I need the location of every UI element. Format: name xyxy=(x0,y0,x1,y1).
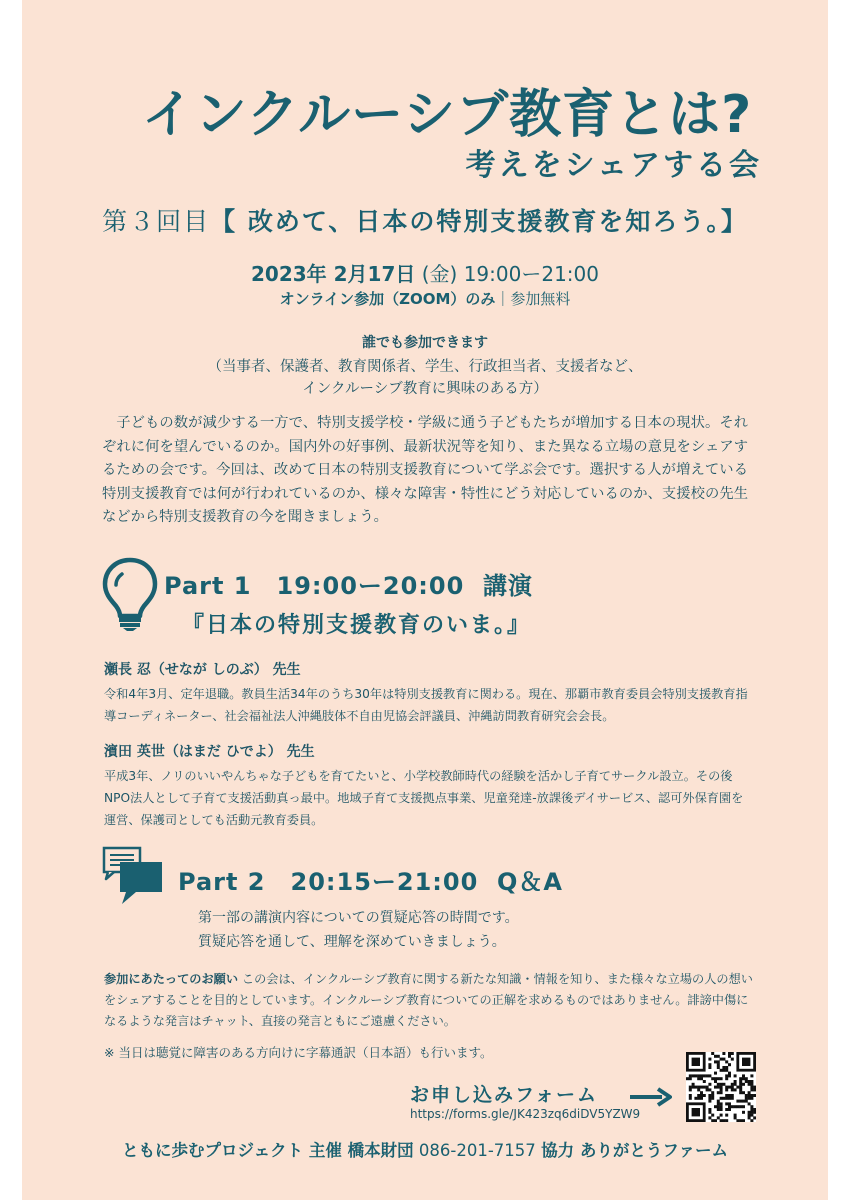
caption-note: ※ 当日は聴覚に障害のある方向けに字幕通訳（日本語）も行います。 xyxy=(104,1045,493,1060)
form-label: お申し込みフォーム xyxy=(410,1084,599,1106)
session-heading xyxy=(22,202,828,238)
participation-info xyxy=(22,288,828,309)
footer-cooperation: ありがとうファーム xyxy=(579,1141,728,1160)
footer-organizer-label: 主催 xyxy=(303,1141,348,1160)
event-datetime xyxy=(22,258,828,287)
footer-credits xyxy=(22,1137,828,1161)
audience-heading: 誰でも参加できます xyxy=(362,335,488,351)
speaker-1-name: 瀬長 忍（せなが しのぶ） 先生 xyxy=(104,662,301,678)
session-number: 第３回目 xyxy=(102,207,211,236)
participation-notice xyxy=(104,969,754,1032)
qr-code-image xyxy=(686,1052,756,1122)
event-time: (金) 19:00ー21:00 xyxy=(415,262,599,286)
intro-paragraph: 子どもの数が減少する一方で、特別支援学校・学級に通う子どもたちが増加する日本の現状。それぞれに何を望んでいるのか。国内外の好事例、最新状況等を知り、また異なる立場の意見をシェアするための会です。今回は、改めて日本の特別支援教育について学ぶ会です。選択する人が増えている特別支援教育では何が行われているのか、様々な障害・特性にどう対応しているのか、支援校の先生などから特別支援教育の今を聞きましょう。 xyxy=(102,415,748,525)
flyer-page xyxy=(22,0,828,1200)
footer-organizer: 橋本財団 xyxy=(347,1141,414,1160)
notice-text: この会は、インクルーシブ教育に関する新たな知識・情報を知り、また様々な立場の人の想いをシェアすることを目的としています。インクルーシブ教育についての正解を求めるものではありません。誹謗中傷になるような発言はチャット、直接の発言ともにご遠慮ください。 xyxy=(104,972,753,1028)
footer-project: ともに歩むプロジェクト xyxy=(122,1141,304,1160)
audience-detail: （当事者、保護者、教育関係者、学生、行政担当者、支援者など、 インクルーシブ教育に興味のある方） xyxy=(207,359,643,397)
sub-title: 考えをシェアする会 xyxy=(465,148,762,183)
arrow-right-icon xyxy=(628,1086,672,1108)
part1-title: Part 1 19:00ー20:00 講演 xyxy=(164,572,534,600)
footer-phone: 086-201-7157 xyxy=(413,1141,542,1160)
form-url-link[interactable]: https://forms.gle/JK423zq6diDV5YZW9 xyxy=(410,1107,641,1121)
notice-label: 参加にあたってのお願い xyxy=(104,972,239,986)
lightbulb-icon xyxy=(100,556,160,632)
participation-mode: オンライン参加（ZOOM）のみ xyxy=(279,290,496,308)
qr-code[interactable] xyxy=(686,1052,756,1122)
chat-bubbles-icon xyxy=(102,846,166,906)
speaker-2-name: 濱田 英世（はまだ ひでよ） 先生 xyxy=(104,744,315,760)
speaker-2-bio: 平成3年、ノリのいいやんちゃな子どもを育てたいと、小学校教師時代の経験を活かし子育てサークル設立。その後NPO法人として子育て支援活動真っ最中。地域子育て支援拠点事業、児童発達-放課後デイサービス、認可外保育園を運営、保護司としても活動元教育委員。 xyxy=(104,769,744,827)
part2-description: 第一部の講演内容についての質疑応答の時間です。 質疑応答を通して、理解を深めていきましょう。 xyxy=(198,910,519,950)
speaker-1-bio: 令和4年3月、定年退職。教員生活34年のうち30年は特別支援教育に関わる。現在、那覇市教育委員会特別支援教育指導コーディネーター、社会福祉法人沖縄肢体不自由児協会評議員、沖縄訪問教育研究会会長。 xyxy=(104,687,748,723)
participation-fee: ｜参加無料 xyxy=(495,290,571,308)
event-date: 2023年 2月17日 xyxy=(251,262,416,286)
session-topic: 【 改めて、日本の特別支援教育を知ろう。】 xyxy=(210,207,748,236)
footer-cooperation-label: 協力 xyxy=(541,1141,580,1160)
part1-subtitle: 『日本の特別支援教育のいま。』 xyxy=(182,613,532,638)
main-title: インクルーシブ教育とは? xyxy=(141,85,753,145)
part2-title: Part 2 20:15ー21:00 Q＆A xyxy=(178,868,563,896)
